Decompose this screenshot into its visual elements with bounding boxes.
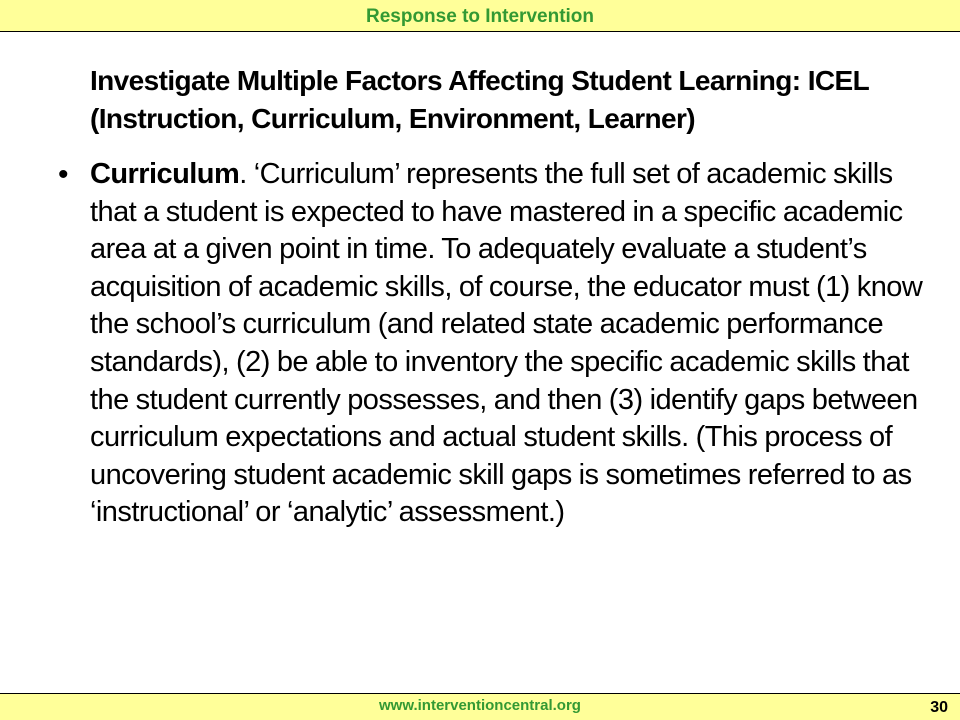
page-number: 30 <box>930 699 948 716</box>
footer-bar <box>0 693 960 720</box>
footer-url: www.interventioncentral.org <box>379 697 581 714</box>
bullet-symbol: • <box>58 158 69 191</box>
bullet-term: Curriculum <box>90 158 240 190</box>
slide-heading: Investigate Multiple Factors Affecting Student Learning: ICEL (Instruction, Curriculum, Environment, Learner) <box>90 65 869 134</box>
header-title: Response to Intervention <box>365 6 595 27</box>
bullet-item <box>58 156 928 532</box>
bullet-description: . ‘Curriculum’ represents the full set of academic skills that a student is expected to have mastered in a specific academic area at a given point in time. To adequately evaluate a student’s acquisition of academic skills, of course, the educator must (1) know the school’s curriculum (and related state academic performance standards), (2) be able to inventory the specific academic skills that the student currently possesses, and then (3) identify gaps between curriculum expectations and actual student skills. (This process of uncovering student academic skill gaps is sometimes referred to as ‘instructional’ or ‘analytic’ assessment.) <box>90 158 923 529</box>
bullet-body <box>90 156 928 532</box>
header-bar <box>0 0 960 32</box>
